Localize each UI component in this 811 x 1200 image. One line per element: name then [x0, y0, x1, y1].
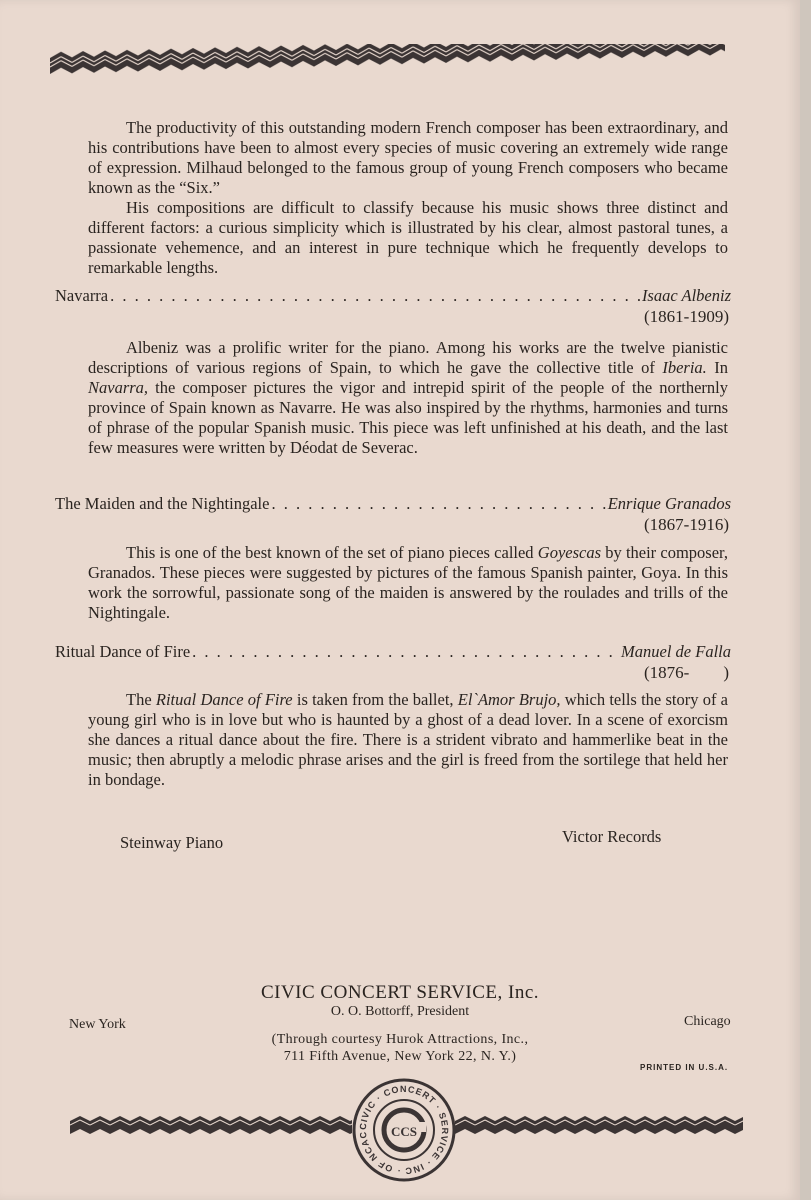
piece-title: Ritual Dance of Fire — [55, 642, 191, 661]
maiden-nightingale-description: This is one of the best known of the set of piano pieces called Goyescas by their composer, Granados. These pieces were suggested by pictures of the famous Spanish painter, Goya. In this work the sorrowful, passionate song of the maiden is answered by the roulades and trills of the Nightingale. — [88, 543, 728, 622]
city-new-york: New York — [69, 1017, 126, 1032]
composer-name: Manuel de Falla — [621, 642, 731, 661]
program-entry-navarra — [55, 286, 731, 327]
decorative-zigzag-band-top — [50, 44, 725, 84]
svg-text:CCS: CCS — [390, 1124, 418, 1139]
composer-dates: (1861-1909) — [644, 307, 729, 326]
leader-dots — [271, 494, 605, 514]
program-entry-ritual-dance — [55, 642, 731, 683]
decorative-zigzag-band-bottom-left — [70, 1112, 352, 1140]
piano-credit: Steinway Piano — [120, 833, 224, 852]
city-chicago: Chicago — [684, 1014, 731, 1029]
leader-dots — [192, 642, 619, 662]
program-entry-maiden-nightingale — [55, 494, 731, 535]
svg-text:CIVIC · CONCERT · SERVICE · IN: CIVIC · CONCERT · SERVICE · INC · OF NCAC — [357, 1083, 451, 1177]
organization-name: CIVIC CONCERT SERVICE, Inc. — [260, 982, 540, 1003]
courtesy-line-2: 711 Fifth Avenue, New York 22, N. Y.) — [283, 1049, 517, 1064]
ritual-dance-description: The Ritual Dance of Fire is taken from the ballet, El`Amor Brujo, which tells the story of a young girl who is in love but who is haunted by a ghost of a dead lover. In a scene of exorcism she dances a ritual dance about the fire. There is a strident vibrato and hammerlike beat in the music; then abruptly a melodic phrase arises and the girl is freed from the sortilege that held her in bondage. — [88, 690, 729, 789]
intro-paragraph-1: The productivity of this outstanding modern French composer has been extraordinary, and his contributions have been to almost every species of music covering an extremely wide range of expression. Milhaud belonged to the famous group of young French composers who became known as the “Six.” — [88, 118, 728, 197]
decorative-zigzag-band-bottom-right — [455, 1112, 743, 1140]
composer-name: Enrique Granados — [607, 494, 731, 513]
president-line: O. O. Bottorff, President — [330, 1004, 470, 1019]
piece-title: The Maiden and the Nightingale — [55, 494, 270, 513]
printed-in-usa: PRINTED IN U.S.A. — [640, 1063, 729, 1072]
piece-title: Navarra — [55, 286, 109, 305]
navarra-description: Albeniz was a prolific writer for the piano. Among his works are the twelve pianistic descriptions of various regions of Spain, to which he gave the collective title of Iberia. In Navarra, the composer pictures the vigor and intrepid spirit of the people of the northernly province of Spain known as Navarre. He was also inspired by the rhythms, harmonies and turns of phrase of the popular Spanish music. This piece was left unfinished at his death, and the last few measures were written by Déodat de Severac. — [88, 338, 729, 457]
composer-name: Isaac Albeniz — [641, 286, 731, 305]
intro-paragraph-2: His compositions are difficult to classify because his music shows three distinct and different factors: a curious simplicity which is illustrated by his clear, almost pastoral tunes, a passionate vehemence, and an interest in pure technique which he frequently develops to remarkable lengths. — [88, 198, 728, 277]
courtesy-line-1: (Through courtesy Hurok Attractions, Inc., — [271, 1032, 529, 1047]
leader-dots — [110, 286, 640, 306]
records-credit: Victor Records — [562, 827, 662, 846]
civic-concert-seal — [352, 1078, 456, 1182]
composer-dates: (1876- ) — [644, 663, 729, 682]
composer-dates: (1867-1916) — [644, 515, 729, 534]
